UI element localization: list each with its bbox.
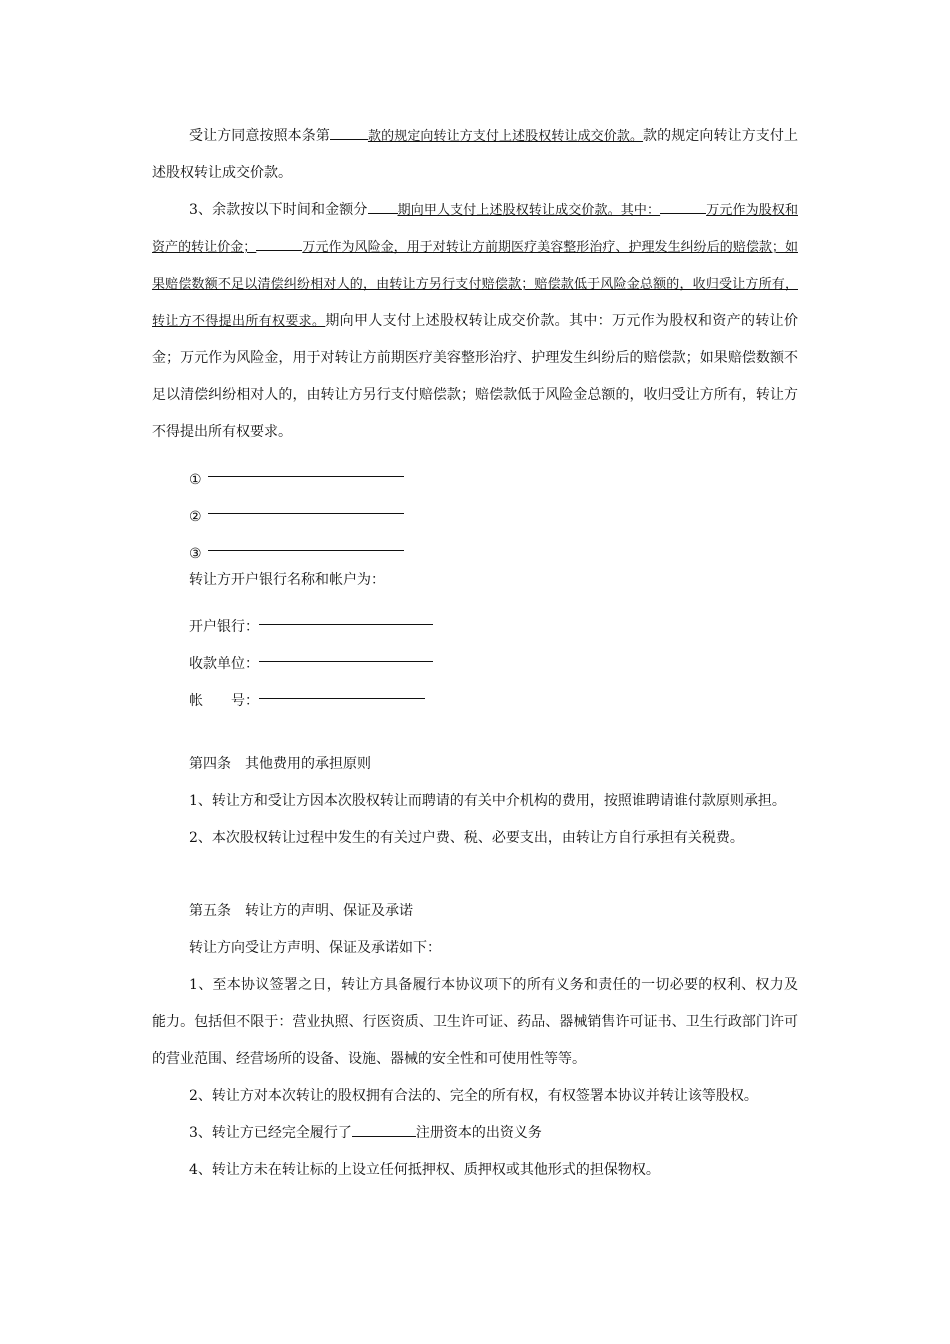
article-5-clause-1: 1、至本协议签署之日，转让方具备履行本协议项下的所有义务和责任的一切必要的权利、权力及能力。包括但不限于：营业执照、行医资质、卫生许可证、药品、器械销售许可证书、卫生行政部门许可的营业范围、经营场所的设备、设施、器械的安全性和可使用性等等。: [152, 977, 798, 1067]
underlined-text: 万元作为股权和资产的转让价金；: [152, 203, 798, 255]
blank-field: [259, 680, 425, 699]
installment-item-1: [152, 451, 798, 488]
text-segment: 3、余款按以下时间和金额分: [189, 202, 368, 218]
blank-field: [352, 1122, 416, 1137]
underlined-text: 期向甲人支付上述股权转让成交价款。其中：: [397, 203, 661, 218]
blank-field: [208, 532, 404, 551]
bank-name-line: [152, 599, 798, 636]
blank-field: [259, 606, 433, 625]
article-5-title: 第五条 转让方的声明、保证及承诺: [189, 903, 413, 919]
item-marker: ②: [189, 509, 202, 525]
underlined-text: 款的规定向转让方支付上述股权转让成交价款。: [367, 129, 644, 144]
bank-heading: 转让方开户银行名称和帐户为：: [189, 572, 385, 588]
field-label: 收款单位：: [189, 656, 259, 672]
text-segment: 款的规定向转让方支付上述股权转让成交价款。: [152, 128, 798, 181]
blank-field: [256, 236, 302, 251]
document-body: [152, 118, 798, 1189]
article-4-clause-1: 1、转让方和受让方因本次股权转让而聘请的有关中介机构的费用，按照谁聘请谁付款原则承担。: [189, 793, 786, 809]
article-5-clause-4: 4、转让方未在转让标的上设立任何抵押权、质押权或其他形式的担保物权。: [189, 1162, 660, 1178]
paragraph-payment-terms: [152, 118, 798, 192]
article-4-title: 第四条 其他费用的承担原则: [189, 756, 371, 772]
text-segment: 受让方同意按照本条第: [189, 128, 330, 144]
text-segment: 注册资本的出资义务: [415, 1125, 542, 1141]
installment-item-3: [152, 525, 798, 562]
blank-field: [330, 125, 368, 140]
item-marker: ①: [189, 472, 202, 488]
field-label: 开户银行：: [189, 619, 259, 635]
installment-item-2: [152, 488, 798, 525]
text-segment: 3、转让方已经完全履行了: [189, 1125, 352, 1141]
article-5-intro: 转让方向受让方声明、保证及承诺如下：: [189, 940, 441, 956]
text-segment: 期向甲人支付上述股权转让成交价款。其中：万元作为股权和资产的转让价金；万元作为风险金，用于对转让方前期医疗美容整形治疗、护理发生纠纷后的赔偿款；如果赔偿数额不足以清偿纠纷相对人的，由转让方另行支付赔偿款；赔偿款低于风险金总额的，收归受让方所有，转让方不得提出所有权要求。: [152, 313, 798, 440]
field-label: 帐 号：: [189, 693, 259, 709]
payee-line: [152, 636, 798, 673]
spacer: [152, 857, 798, 893]
blank-field: [259, 643, 433, 662]
article-5-clause-3: [152, 1115, 798, 1152]
item-marker: ③: [189, 546, 202, 562]
paragraph-installments: [152, 192, 798, 451]
blank-field: [368, 199, 398, 214]
blank-field: [208, 495, 404, 514]
account-line: [152, 673, 798, 710]
spacer: [152, 710, 798, 746]
blank-field: [660, 199, 706, 214]
article-5-clause-2: 2、转让方对本次转让的股权拥有合法的、完全的所有权，有权签署本协议并转让该等股权。: [189, 1088, 758, 1104]
underlined-text: 万元作为风险金，用于对转让方前期医疗美容整形治疗、护理发生纠纷后的赔偿款；如果赔偿数额不足以清偿纠纷相对人的，由转让方另行支付赔偿款；赔偿款低于风险金总额的，收归受让方所有，转让方不得提出所有权要求。: [152, 240, 798, 329]
article-4-clause-2: 2、本次股权转让过程中发生的有关过户费、税、必要支出，由转让方自行承担有关税费。: [189, 830, 744, 846]
blank-field: [208, 458, 404, 477]
